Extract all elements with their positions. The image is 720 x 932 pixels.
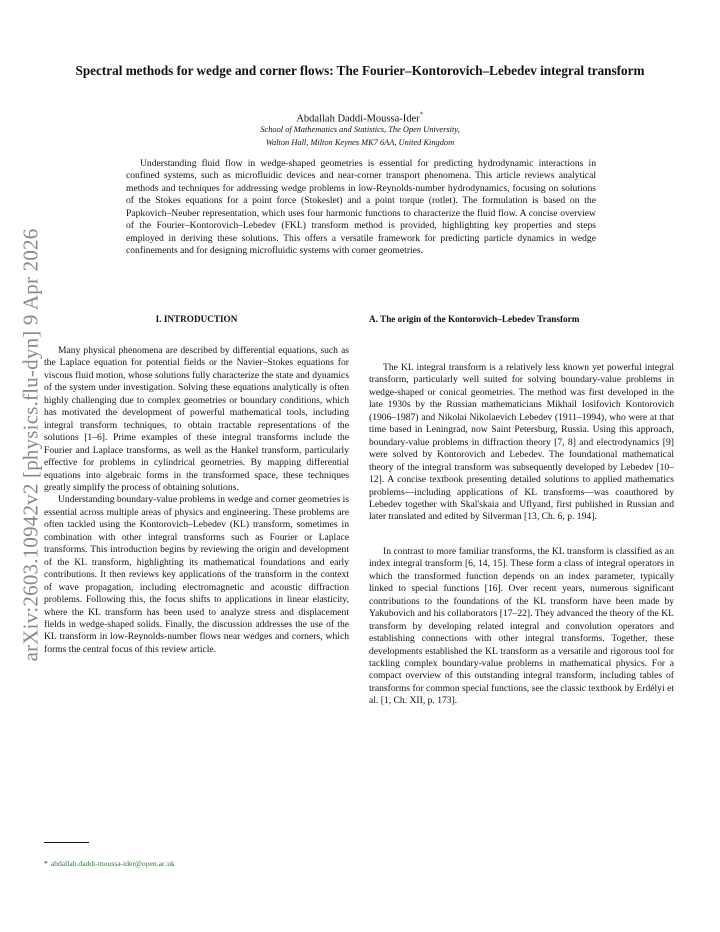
- section-heading-introduction: I. INTRODUCTION: [155, 314, 238, 324]
- kl-origin-paragraph-1: The KL integral transform is a relatively less known yet powerful integral transform, particularly well suited for solving boundary-value problems in wedge-shaped or conical geometries. The method was first developed in the late 1930s by the Russian mathematicians Mikhail Iosifovich Kontorovich (1906–1987) and Nikolai Nikolaevich Lebedev (1911–1994), who were at that time based in Leningrad, now Saint Petersburg, Russia. Using this approach, boundary-value problems in diffraction theory [7, 8] and electrodynamics [9] were solved by Kontorovich and Lebedev. The foundational mathematical theory of the integral transform was subsequently developed by Lebedev [10–12]. A concise textbook presenting detailed solutions to applied mathematics problems—including applications of KL transforms—was coauthored by Lebedev together with Skal'skaia and Uflyand, first published in Russian and later translated and edited by Silverman [13, Ch. 6, p. 194].: [369, 362, 674, 523]
- affiliation-line-2: Walton Hall, Milton Keynes MK7 6AA, United Kingdom: [265, 137, 455, 147]
- footnote-divider: [44, 842, 89, 843]
- footnote-email-link[interactable]: abdallah.daddi-moussa-ider@open.ac.uk: [50, 859, 175, 868]
- kl-origin-paragraph-2: In contrast to more familiar transforms, the KL transform is classified as an index integral transform [6, 14, 15]. These form a class of integral operators in which the transformed function depends on an index parameter, typically linked to special functions [16]. Over recent years, numerous significant contributions to the foundations of the KL transform have been made by Yakubovich and his collaborators [17–22]. They advanced the theory of the KL transform by developing related integral and convolution operators and establishing connections with other integral transforms. Together, these developments established the KL transform as a versatile and rigorous tool for tackling complex boundary-value problems in mathematical physics. For a compact overview of this outstanding integral transform, including tables of transforms for common special functions, see the classic textbook by Erdélyi et al. [1, Ch. XII, p. 173].: [369, 545, 674, 707]
- affiliation-line-1: School of Mathematics and Statistics, The Open University,: [260, 125, 460, 134]
- author-footnote-mark[interactable]: *: [419, 110, 424, 119]
- paper-title: Spectral methods for wedge and corner flows: The Fourier–Kontorovich–Lebedev integral transform: [75, 63, 645, 78]
- right-column: [369, 314, 674, 708]
- footnote-mark: *: [44, 859, 48, 868]
- author-name: Abdallah Daddi-Moussa-Ider: [296, 113, 420, 125]
- intro-paragraph-1: Many physical phenomena are described by differential equations, such as the Laplace equation for potential fields or the Navier–Stokes equations for viscous fluid motion, whose solutions fully characterize the state and dynamics of the system under investigation. Solving these equations analytically is often highly challenging due to complex geometries or boundary conditions, which has motivated the development of powerful mathematical tools, including integral transform techniques, to obtain tractable representations of the solutions [1–6]. Prime examples of these integral transforms include the Fourier and Laplace transforms, as well as the Hankel transform, particularly effective for problems in cylindrical geometries. By mapping differential equations into algebraic forms in the transformed space, these techniques greatly simplify the process of obtaining solutions.: [44, 345, 349, 493]
- affiliation: [70, 124, 650, 149]
- intro-paragraph-2: Understanding boundary-value problems in wedge and corner geometries is essential across multiple areas of physics and engineering. These problems are often tackled using the Kontorovich–Lebedev (KL) transform, sometimes in combination with other integral transforms such as Fourier or Laplace transforms. This introduction begins by reviewing the origin and development of the KL transform, highlighting its mathematical foundations and early contributions. It then reviews key applications of the transform in the context of wave propagation, including electromagnetic and acoustic diffraction problems. Following this, the focus shifts to applications in linear elasticity, where the KL transform has been used to analyze stress and displacement fields in wedge-shaped solids. Finally, the discussion addresses the use of the KL transform in low-Reynolds-number flows near wedges and corners, which forms the central focus of this review article.: [44, 494, 349, 655]
- author-line: [70, 110, 650, 125]
- abstract: Understanding fluid flow in wedge-shaped geometries is essential for predicting hydrodynamic interactions in confined systems, such as microfluidic devices and near-corner transport phenomena. This article reviews analytical methods and techniques for addressing wedge problems in low-Reynolds-number hydrodynamics, focusing on solutions of the Stokes equations for a point force (Stokeslet) and a point torque (rotlet). The formulation is based on the Papkovich–Neuber representation, which uses four harmonic functions to characterize the fluid flow. A concise overview of the Fourier–Kontorovich–Lebedev (FKL) transform method is provided, highlighting key properties and steps employed in deriving these solutions. This offers a versatile framework for predicting particle dynamics in wedge confinements and for designing microfluidic systems with corner geometries.: [126, 158, 596, 257]
- footnote: [44, 859, 175, 868]
- arxiv-identifier-text: arXiv:2603.10942v2 [physics.flu-dyn] 9 Apr 2026: [18, 228, 43, 662]
- subsection-heading-kl-origin: A. The origin of the Kontorovich–Lebedev Transform: [369, 314, 580, 324]
- left-column: [44, 314, 349, 656]
